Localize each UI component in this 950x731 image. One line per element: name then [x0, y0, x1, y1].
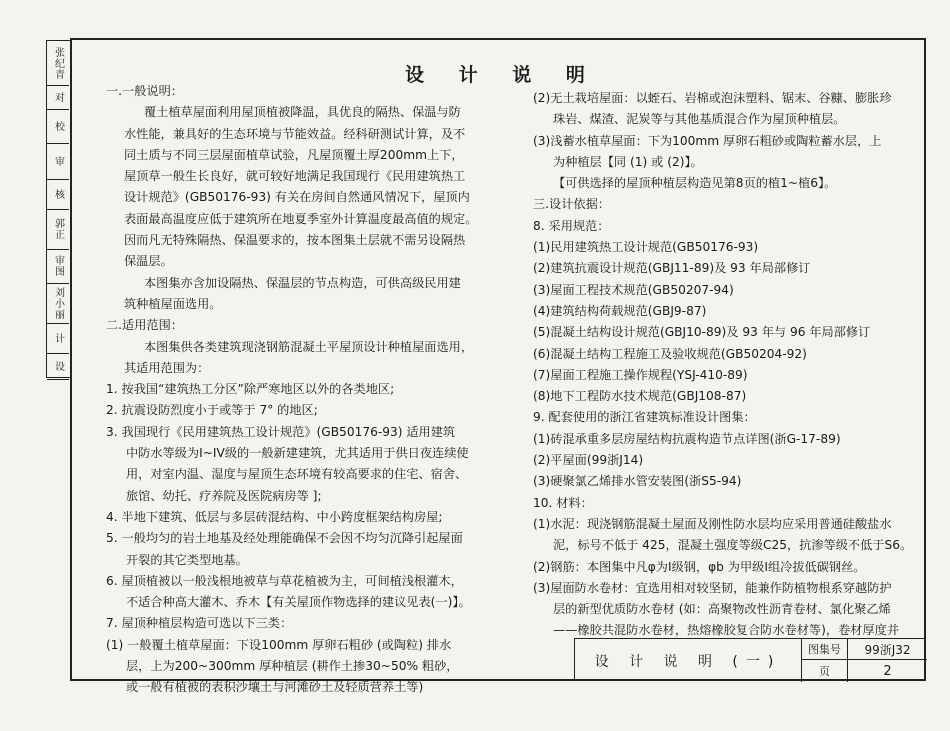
text-line: 用，对室内温、湿度与屋顶生态环境有较高要求的住宅、宿舍、: [126, 467, 468, 482]
signature-cell: 刘小丽: [47, 283, 69, 324]
text-line: (3)屋面防水卷材：宜选用相对较坚韧，能兼作防植物根系穿越防护: [533, 580, 892, 595]
text-line: (3)屋面工程技术规范(GB50207-94): [533, 282, 734, 297]
title-block-name: 设 计 说 明 (一): [575, 639, 802, 682]
text-line: 设计规范》(GB50176-93) 有关在房间自然通风情况下，屋顶内: [124, 190, 470, 205]
text-line: 6. 屋顶植被以一般浅根地被草与草花植被为主，可间植浅根灌木，: [106, 573, 463, 588]
text-line: (1)砖混承重多层房屋结构抗震构造节点详图(浙G-17-89): [533, 431, 841, 446]
text-line: 10. 材料：: [533, 495, 593, 510]
text-line: (8)地下工程防水技术规范(GBJ108-87): [533, 389, 747, 404]
signature-cell: 核: [47, 179, 69, 210]
text-line: 或一般有植被的表积沙壤土与河滩砂土及轻质营养土等): [126, 680, 424, 695]
text-line: 不适合种高大灌木、乔木【有关屋顶作物选择的建议见表(一)】。: [126, 595, 471, 610]
text-line: 覆土植草屋面利用屋顶植被降温，具优良的隔热、保温与防: [144, 105, 461, 120]
text-line: 层的新型优质防水卷材 (如：高聚物改性沥青卷材、氯化聚乙烯: [553, 602, 891, 617]
text-line: 屋顶草一般生长良好，就可较好地满足我国现行《民用建筑热工: [124, 169, 466, 184]
text-line: 旅馆、幼托、疗养院及医院病房等 ];: [126, 488, 322, 503]
title-block: [574, 638, 926, 681]
text-line: (1)民用建筑热工设计规范(GB50176-93): [533, 240, 759, 255]
text-line: 层，上为200~300mm 厚种植层 (耕作土掺30~50% 粗砂，: [126, 659, 459, 674]
text-line: 保温层。: [124, 254, 173, 269]
page-label: 页: [802, 660, 848, 682]
text-line: ——橡胶共混防水卷材，热熔橡胶复合防水卷材等)，卷材厚度并: [553, 623, 900, 638]
text-line: 同土质与不同三层屋面植草试验，凡屋顶覆土厚200mm上下，: [124, 147, 464, 162]
signature-cell: 郭正: [47, 209, 69, 250]
signature-cell: 审图: [47, 249, 69, 284]
text-line: 开裂的其它类型地基。: [126, 552, 248, 567]
page-title: 设 计 说 明: [405, 64, 599, 86]
signature-cell: 校: [47, 109, 69, 144]
text-line: (3)硬聚氯乙烯排水管安装图(浙S5-94): [533, 474, 742, 489]
text-line: 因而凡无特殊隔热、保温要求的，按本图集土层就不需另设隔热: [124, 233, 466, 248]
page-number: 2: [883, 663, 892, 679]
signature-cell: 对: [47, 85, 69, 110]
text-line: (2)建筑抗震设计规范(GBJ11-89)及 93 年局部修订: [533, 261, 811, 276]
text-line: 二.适用范围：: [106, 318, 183, 333]
text-line: (5)混凝土结构设计规范(GBJ10-89)及 93 年与 96 年局部修订: [533, 325, 871, 340]
text-line: 为种植层【同 (1) 或 (2)】。: [553, 154, 703, 169]
text-line: (1)水泥：现浇钢筋混凝土屋面及刚性防水层均应采用普通硅酸盐水: [533, 516, 892, 531]
signature-cell: 张纪青: [47, 41, 69, 86]
text-line: (1) 一般覆土植草屋面：下设100mm 厚卵石粗砂 (或陶粒) 排水: [106, 637, 452, 652]
text-line: 5. 一般均匀的岩土地基及经处理能确保不会因不均匀沉降引起屋面: [106, 531, 463, 546]
text-line: (4)建筑结构荷载规范(GBJ9-87): [533, 303, 707, 318]
text-line: 本图集亦含加设隔热、保温层的节点构造，可供高级民用建: [144, 275, 461, 290]
text-line: (2)钢筋：本图集中凡φ为I级钢，φb 为甲级I组冷拔低碳钢丝。: [533, 559, 866, 574]
signature-strip: [46, 40, 70, 378]
left-column: [106, 81, 477, 699]
text-line: 9. 配套使用的浙江省建筑标准设计图集：: [533, 410, 756, 425]
text-line: (6)混凝土结构工程施工及验收规范(GB50204-92): [533, 346, 807, 361]
text-line: 本图集供各类建筑现浇钢筋混凝土平屋顶设计种植屋面选用，: [144, 339, 474, 354]
text-line: 其适用范围为：: [124, 360, 210, 375]
text-line: 表面最高温度应低于建筑所在地夏季室外计算温度最高值的规定。: [124, 211, 478, 226]
signature-cell: 审: [47, 143, 69, 180]
text-line: 7. 屋顶种植层构造可选以下三类：: [106, 616, 293, 631]
text-line: 筑种植屋面选用。: [124, 296, 222, 311]
text-line: (2)平屋面(99浙J14): [533, 453, 644, 468]
signature-cell: 设: [47, 353, 69, 380]
right-column: [533, 88, 912, 642]
text-line: (2)无土栽培屋面：以蛭石、岩棉或泡沫塑料、锯末、谷糠、膨胀珍: [533, 91, 892, 105]
text-line: 泥，标号不低于 425，混凝土强度等级C25，抗渗等级不低于S6。: [553, 538, 913, 553]
text-line: 一.一般说明：: [106, 84, 183, 98]
text-line: (3)浅蓄水植草屋面：下为100mm 厚卵石粗砂或陶粒蓄水层，上: [533, 133, 882, 148]
atlas-number-value: 99浙J32: [848, 639, 927, 660]
text-line: 中防水等级为I~IV级的一般新建建筑，尤其适用于供日夜连续使: [126, 446, 469, 461]
text-line: 【可供选择的屋顶种植层构造见第8页的植1~植6】。: [553, 176, 837, 191]
signature-cell: 计: [47, 323, 69, 354]
text-line: 3. 我国现行《民用建筑热工设计规范》(GB50176-93) 适用建筑: [106, 424, 456, 439]
text-line: 三.设计依据：: [533, 197, 610, 212]
text-line: 水性能，兼具好的生态环境与节能效益。经科研测试计算，及不: [124, 126, 466, 141]
text-line: 2. 抗震设防烈度小于或等于 7° 的地区;: [106, 403, 318, 418]
text-line: 4. 半地下建筑、低层与多层砖混结构、中小跨度框架结构房屋;: [106, 509, 443, 524]
text-line: (7)屋面工程施工操作规程(YSJ-410-89): [533, 367, 748, 382]
text-line: 8. 采用规范：: [533, 218, 610, 233]
atlas-number-label: 图集号: [802, 639, 848, 660]
text-line: 珠岩、煤渣、泥炭等与其他基质混合作为屋顶种植层。: [553, 112, 846, 127]
text-line: 1. 按我国“建筑热工分区”除严寒地区以外的各类地区;: [106, 382, 395, 397]
